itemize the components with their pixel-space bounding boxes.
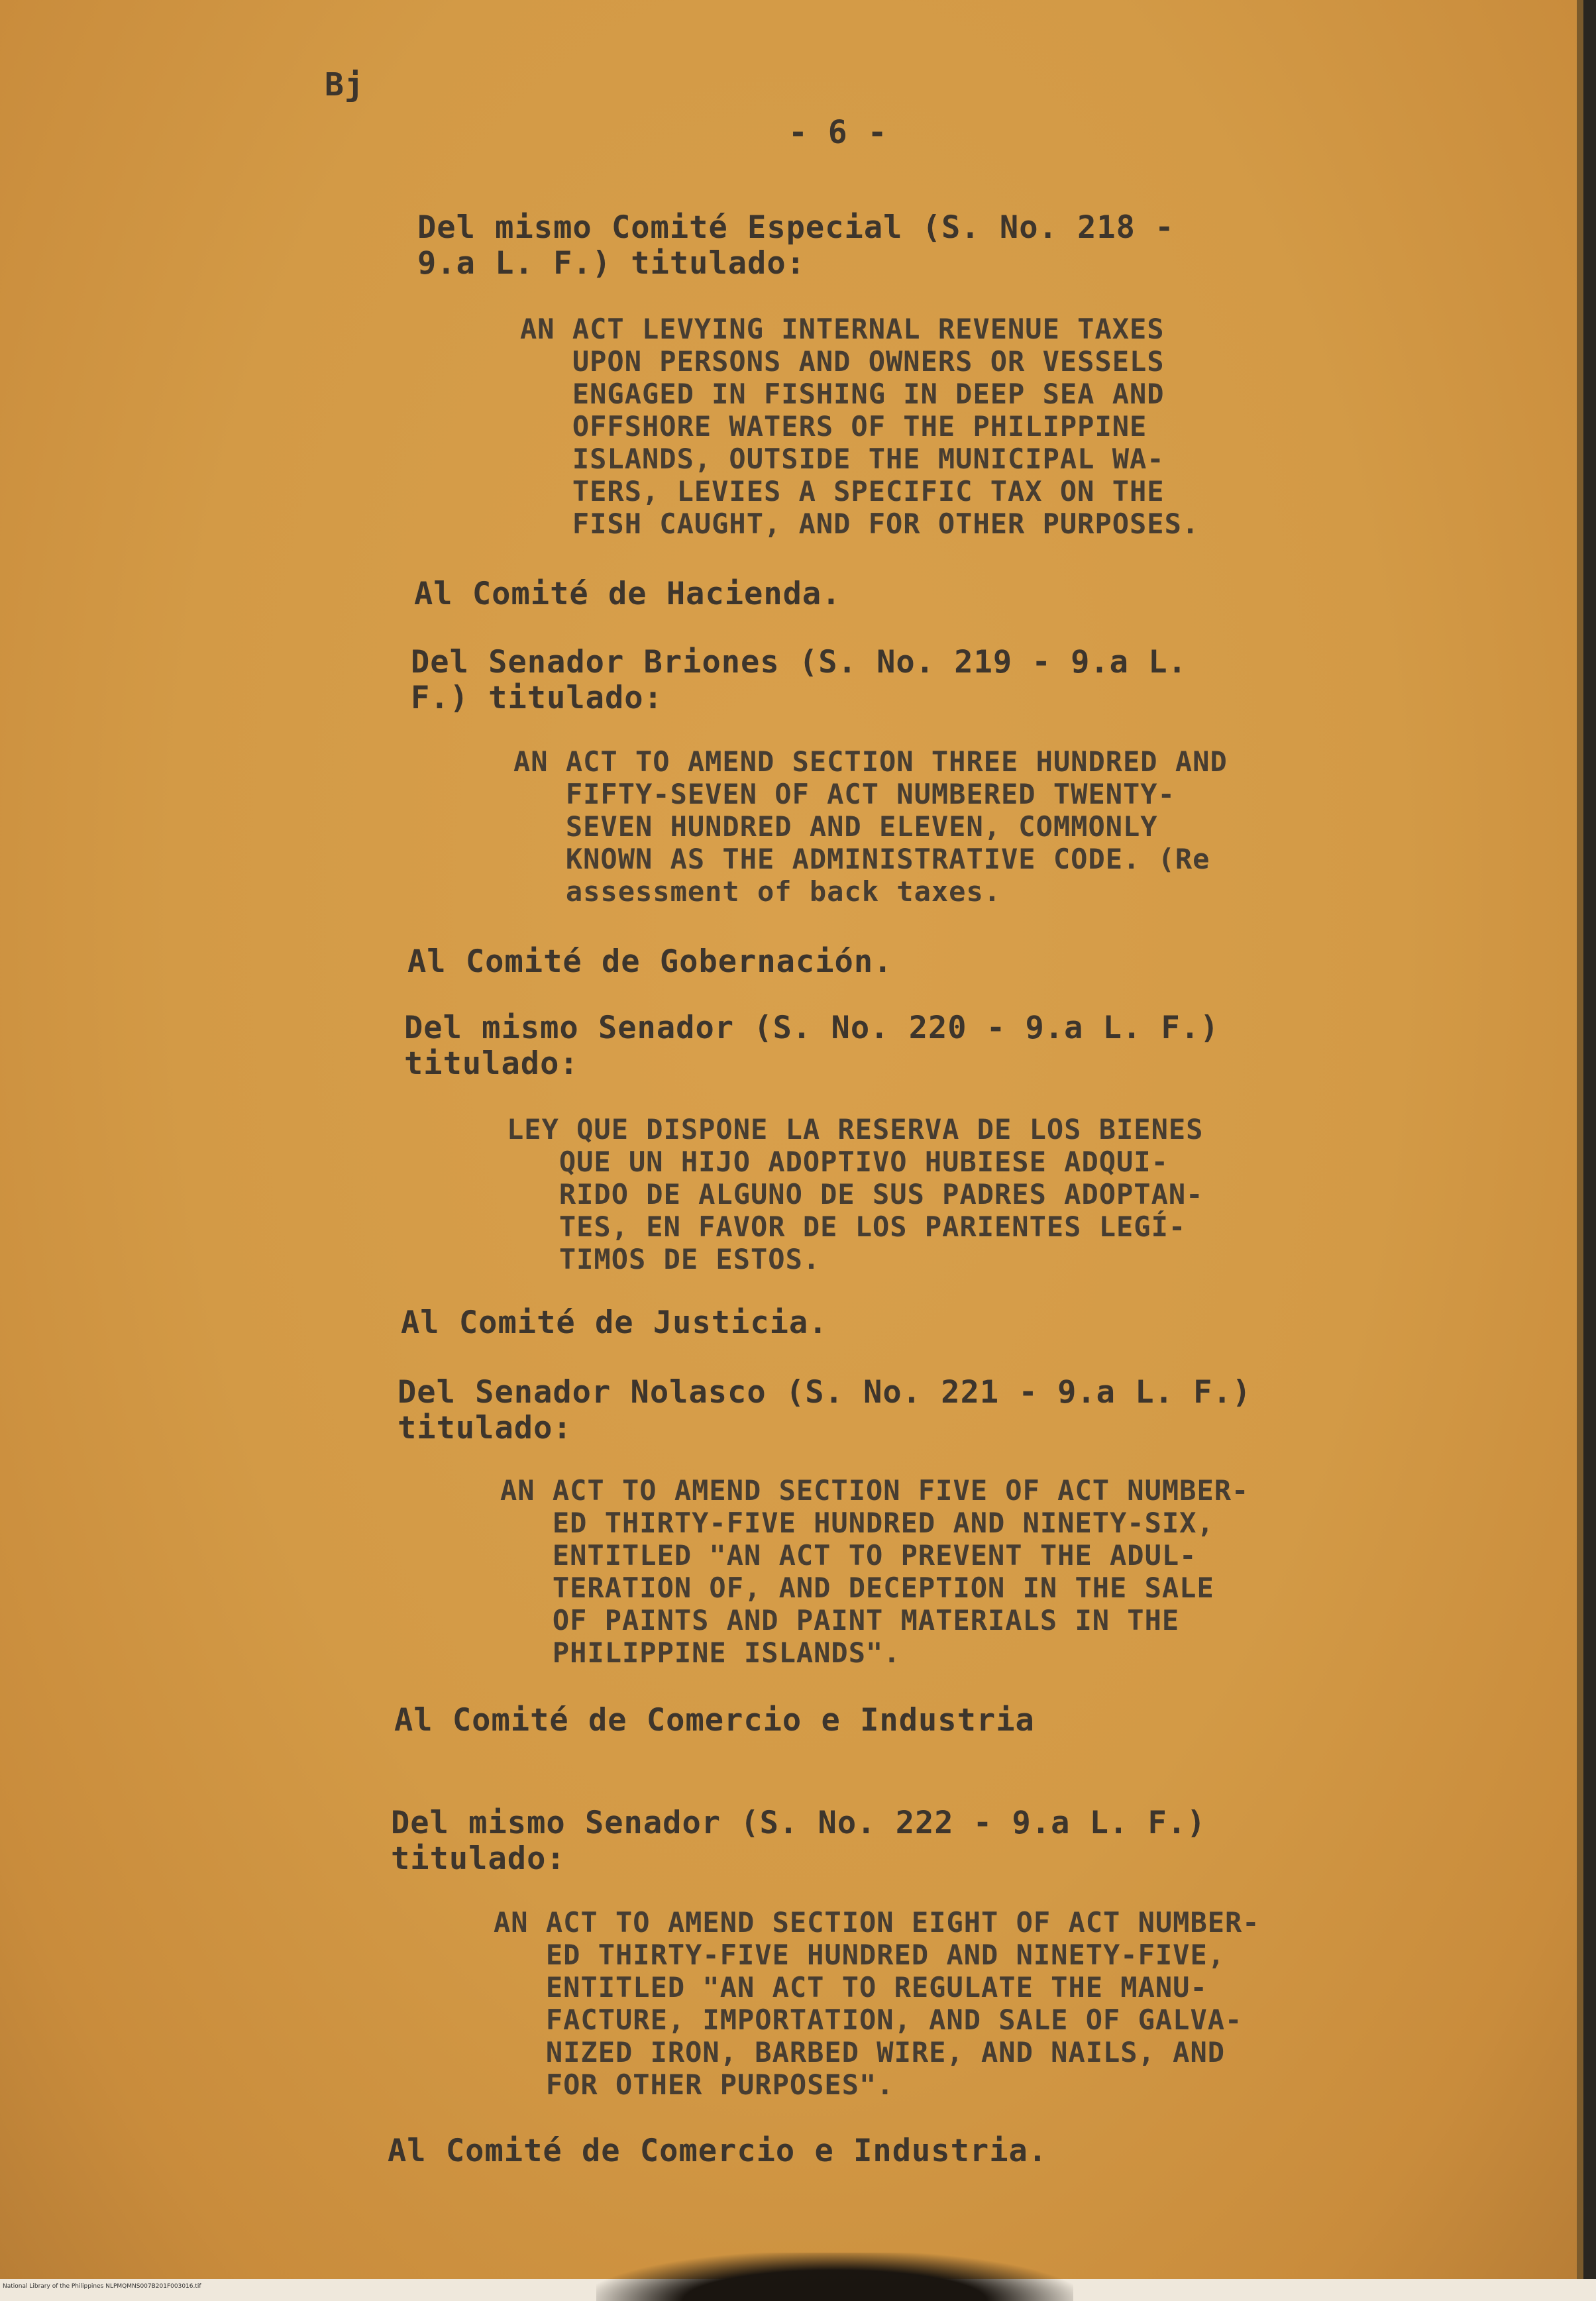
entry-intro: Del mismo Senador (S. No. 220 - 9.a L. F.) titulado: <box>404 1010 1220 1082</box>
committee-referral: Al Comité de Justicia. <box>401 1305 828 1341</box>
entry-intro: Del Senador Nolasco (S. No. 221 - 9.a L. F.) titulado: <box>398 1374 1252 1446</box>
committee-referral: Al Comité de Comercio e Industria <box>394 1702 1035 1739</box>
act-title: AN ACT LEVYING INTERNAL REVENUE TAXES UPON PERSONS AND OWNERS OR VESSELS ENGAGED IN FISHING IN DEEP SEA AND OFFSHORE WATERS OF THE PHILIPPINE ISLANDS, OUTSIDE THE MUNICIPAL WA- TERS, LEVIES A SPECIFIC TAX ON THE FISH CAUGHT, AND FOR OTHER PURPOSES. <box>520 313 1200 540</box>
committee-referral: Al Comité de Gobernación. <box>407 943 893 980</box>
page-initials: Bj <box>325 66 364 103</box>
entry-intro: Del mismo Comité Especial (S. No. 218 - 9.a L. F.) titulado: <box>417 209 1175 282</box>
committee-referral: Al Comité de Hacienda. <box>414 576 841 612</box>
scanner-shadow <box>596 2253 1073 2301</box>
act-title: AN ACT TO AMEND SECTION THREE HUNDRED AND FIFTY-SEVEN OF ACT NUMBERED TWENTY- SEVEN HUNDRED AND ELEVEN, COMMONLY KNOWN AS THE ADMINISTRATIVE CODE. (Re assessment of back taxes. <box>513 745 1228 908</box>
entry-intro: Del Senador Briones (S. No. 219 - 9.a L. F.) titulado: <box>411 644 1187 716</box>
committee-referral: Al Comité de Comercio e Industria. <box>388 2133 1048 2169</box>
act-title: AN ACT TO AMEND SECTION FIVE OF ACT NUMBER- ED THIRTY-FIVE HUNDRED AND NINETY-SIX, ENTITLED "AN ACT TO PREVENT THE ADUL- TERATION OF, AND DECEPTION IN THE SALE OF PAINTS AND PAINT MATERIALS IN THE PHILIPPINE ISLANDS". <box>500 1474 1250 1669</box>
act-title: LEY QUE DISPONE LA RESERVA DE LOS BIENES QUE UN HIJO ADOPTIVO HUBIESE ADQUI- RIDO DE ALGUNO DE SUS PADRES ADOPTAN- TES, EN FAVOR DE LOS PARIENTES LEGÍ- TIMOS DE ESTOS. <box>507 1113 1204 1275</box>
scan-footer-caption: National Library of the Philippines NLPMQMNS007B201F003016.tif <box>3 2283 201 2290</box>
entry-intro: Del mismo Senador (S. No. 222 - 9.a L. F.) titulado: <box>391 1805 1206 1877</box>
act-title: AN ACT TO AMEND SECTION EIGHT OF ACT NUMBER- ED THIRTY-FIVE HUNDRED AND NINETY-FIVE, ENTITLED "AN ACT TO REGULATE THE MANU- FACTURE, IMPORTATION, AND SALE OF GALVA- NIZED IRON, BARBED WIRE, AND NAILS, AND FOR OTHER PURPOSES". <box>494 1906 1260 2101</box>
page-number: - 6 - <box>788 114 888 151</box>
